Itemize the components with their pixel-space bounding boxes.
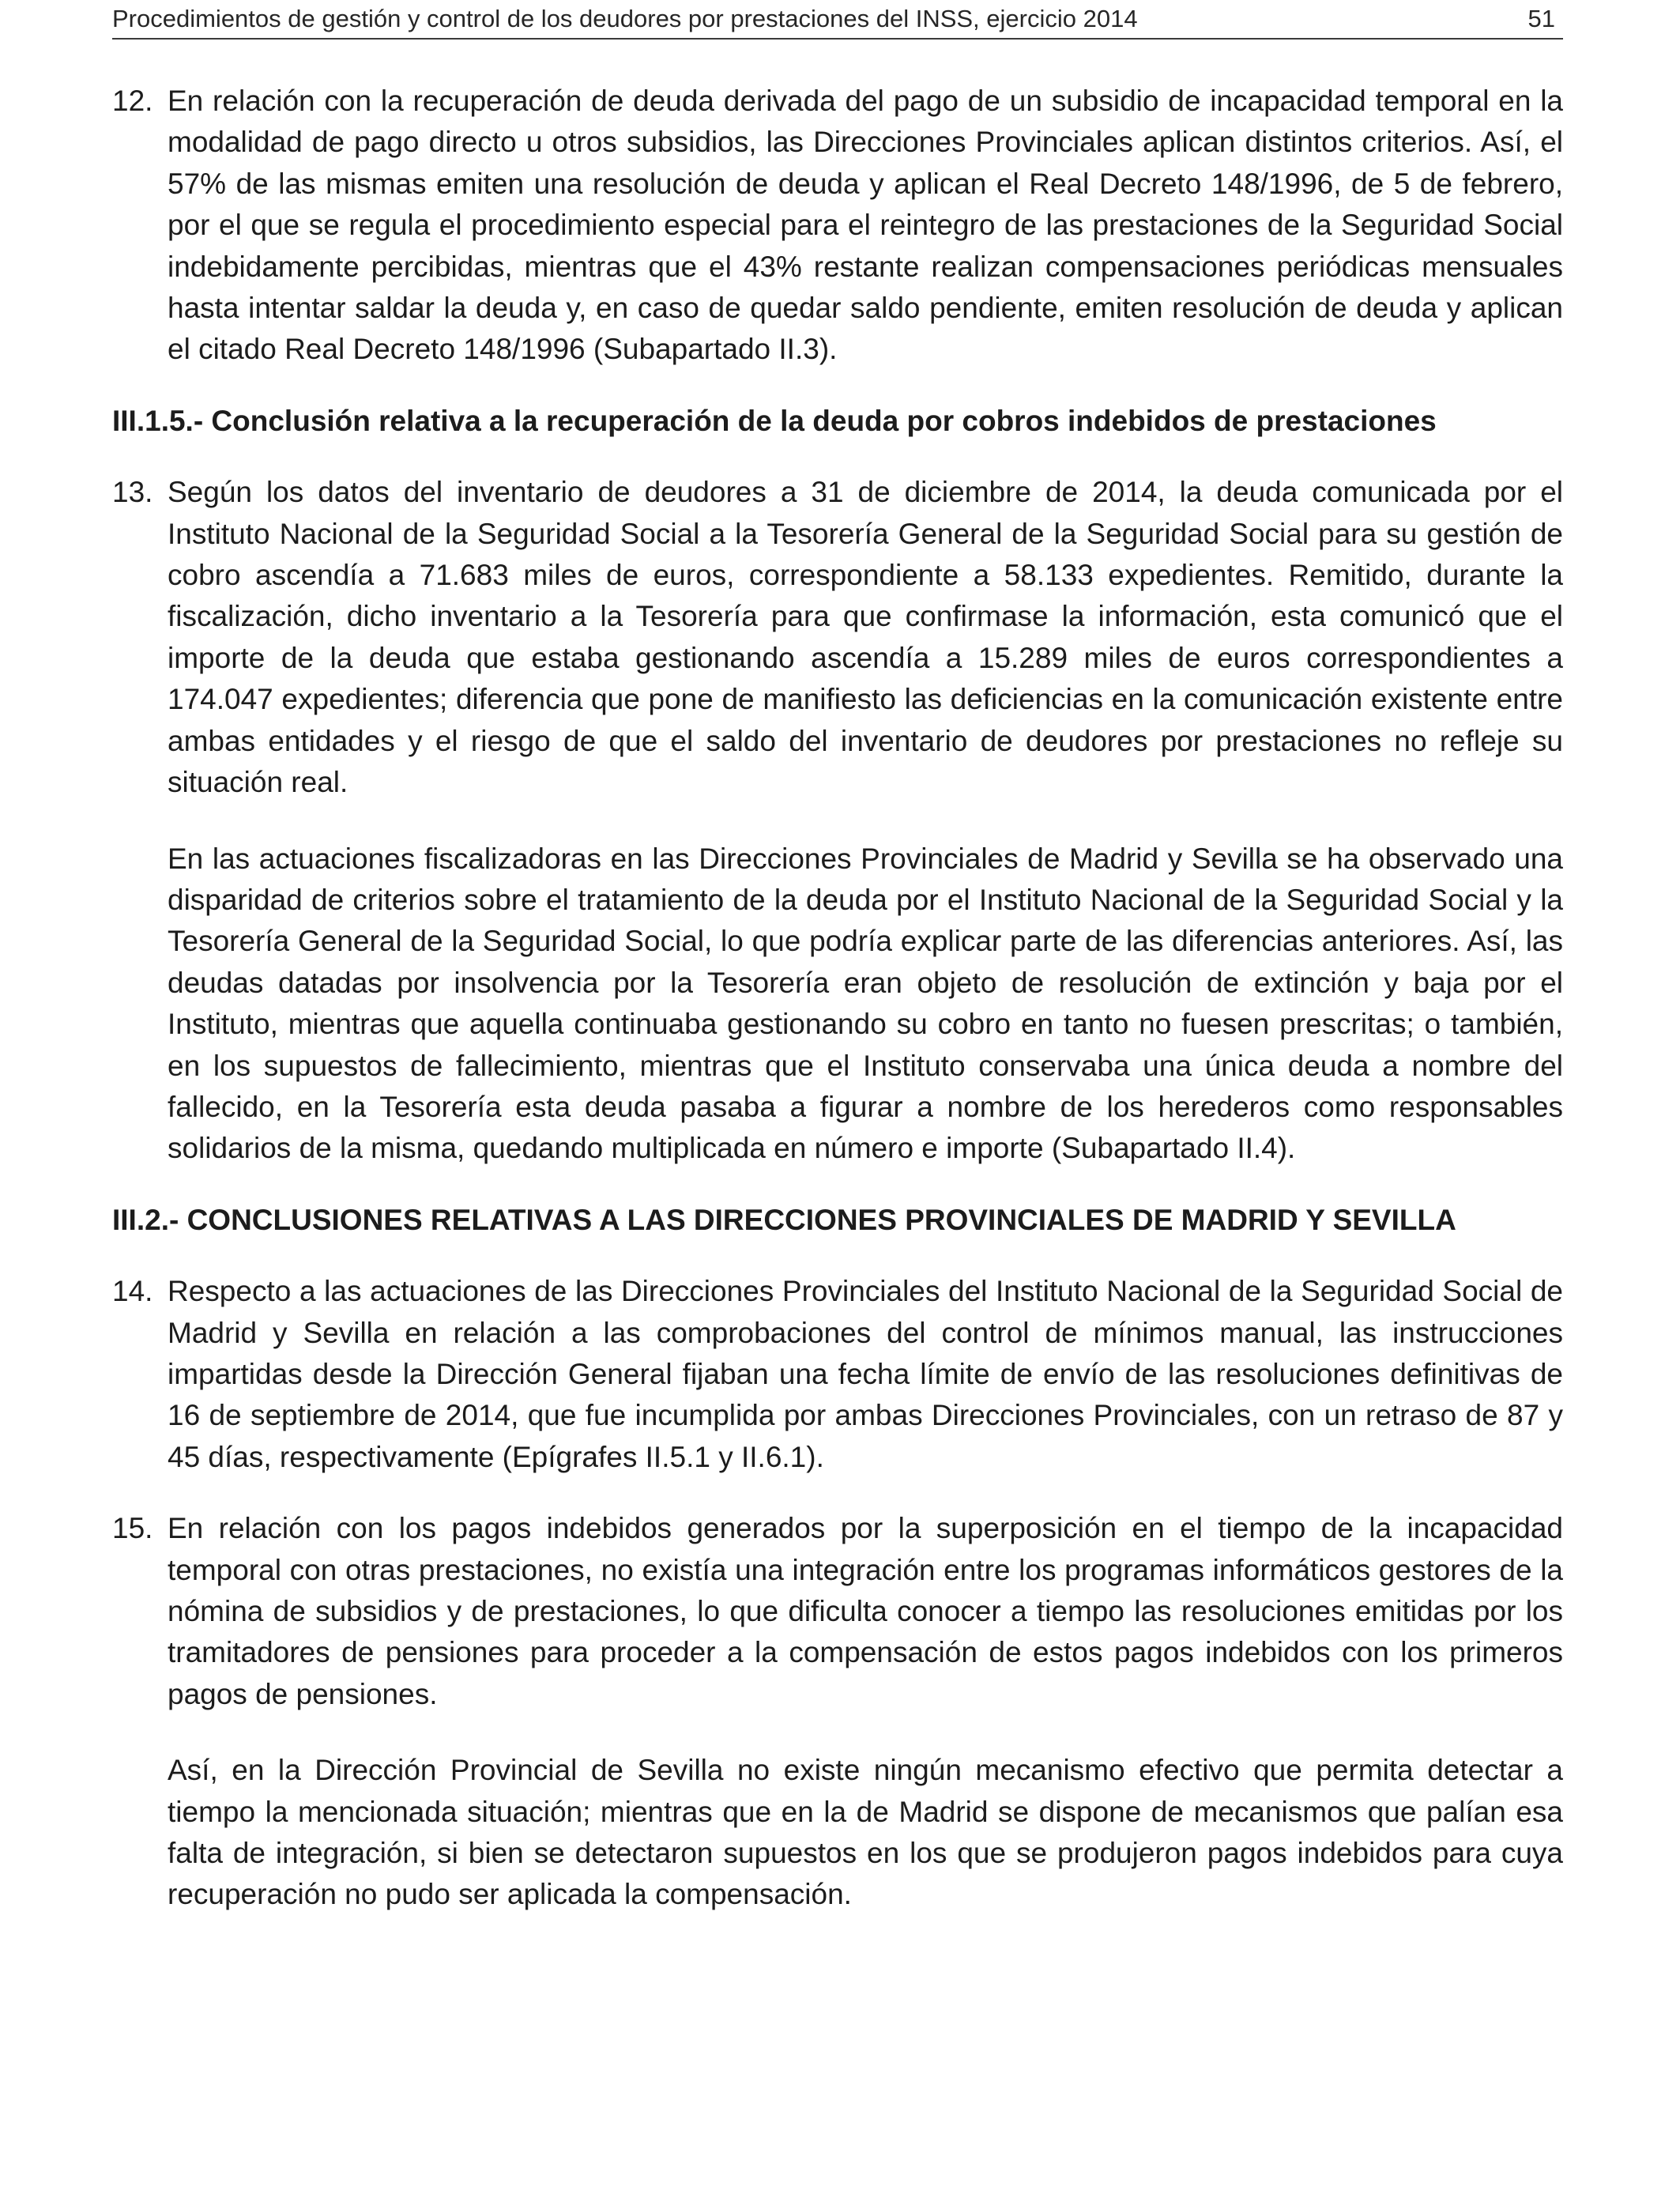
paragraph-number: 12. <box>112 85 153 117</box>
paragraph-number: 14. <box>112 1275 153 1308</box>
continuation-paragraph-15: Así, en la Dirección Provincial de Sevilla no existe ningún mecanismo efectivo que permita detectar a tiempo la mencionada situación; mientras que en la de Madrid se dispone de mecanismos que palían esa falta de integración, si bien se detectaron supuestos en los que se produjeron pagos indebidos para cuya recuperación no pudo ser aplicada la compensación. <box>168 1754 1563 1911</box>
running-header <box>112 3 1563 40</box>
paragraph-text: En relación con la recuperación de deuda derivada del pago de un subsidio de incapacidad temporal en la modalidad de pago directo u otros subsidios, las Direcciones Provinciales aplican distintos criterios. Así, el 57% de las mismas emiten una resolución de deuda y aplican el Real Decreto 148/1996, de 5 de febrero, por el que se regula el procedimiento especial para el reintegro de las prestaciones de la Seguridad Social indebidamente percibidas, mientras que el 43% restante realizan compensaciones periódicas mensuales hasta intentar saldar la deuda y, en caso de quedar saldo pendiente, emiten resolución de deuda y aplican el citado Real Decreto 148/1996 (Subapartado II.3). <box>168 85 1563 366</box>
continuation-paragraph-13: En las actuaciones fiscalizadoras en las Direcciones Provinciales de Madrid y Sevilla se ha observado una disparidad de criterios sobre el tratamiento de la deuda por el Instituto Nacional de la Seguridad Social y la Tesorería General de la Seguridad Social, lo que podría explicar parte de las diferencias anteriores. Así, las deudas datadas por insolvencia por la Tesorería eran objeto de resolución de extinción y baja por el Instituto, mientras que aquella continuaba gestionando su cobro en tanto no fuesen prescritas; o también, en los supuestos de fallecimiento, mientras que el Instituto conservaba una única deuda a nombre del fallecido, en la Tesorería esta deuda pasaba a figurar a nombre de los herederos como responsables solidarios de la misma, quedando multiplicada en número e importe (Subapartado II.4). <box>168 842 1563 1165</box>
paragraph-text: En relación con los pagos indebidos generados por la superposición en el tiempo de la incapacidad temporal con otras prestaciones, no existía una integración entre los programas informáticos gestores de la nómina de subsidios y de prestaciones, lo que dificulta conocer a tiempo las resoluciones emitidas por los tramitadores de pensiones para proceder a la compensación de estos pagos indebidos con los primeros pagos de pensiones. <box>168 1512 1563 1710</box>
paragraph-number: 15. <box>112 1512 153 1545</box>
section-heading-iii-2: III.2.- CONCLUSIONES RELATIVAS A LAS DIRECCIONES PROVINCIALES DE MADRID Y SEVILLA <box>112 1203 1456 1236</box>
paragraph-text: Respecto a las actuaciones de las Direcciones Provinciales del Instituto Nacional de la Seguridad Social de Madrid y Sevilla en relación a las comprobaciones del control de mínimos manual, las instrucciones impartidas desde la Dirección General fijaban una fecha límite de envío de las resoluciones definitivas de 16 de septiembre de 2014, que fue incumplida por ambas Direcciones Provinciales, con un retraso de 87 y 45 días, respectivamente (Epígrafes II.5.1 y II.6.1). <box>168 1275 1563 1473</box>
numbered-paragraph-13 <box>112 472 1563 803</box>
document-body <box>112 81 1563 1916</box>
paragraph-text: Según los datos del inventario de deudores a 31 de diciembre de 2014, la deuda comunicada por el Instituto Nacional de la Seguridad Social a la Tesorería General de la Seguridad Social para su gestión de cobro ascendía a 71.683 miles de euros, correspondiente a 58.133 expedientes. Remitido, durante la fiscalización, dicho inventario a la Tesorería para que confirmase la información, esta comunicó que el importe de la deuda que estaba gestionando ascendía a 15.289 miles de euros correspondientes a 174.047 expedientes; diferencia que pone de manifiesto las deficiencias en la comunicación existente entre ambas entidades y el riesgo de que el saldo del inventario de deudores por prestaciones no refleje su situación real. <box>168 476 1563 799</box>
header-title: Procedimientos de gestión y control de los deudores por prestaciones del INSS, ejercicio 2014 <box>112 5 1138 32</box>
numbered-paragraph-15 <box>112 1508 1563 1715</box>
numbered-paragraph-14 <box>112 1271 1563 1478</box>
section-heading-iii-1-5: III.1.5.- Conclusión relativa a la recuperación de la deuda por cobros indebidos de prestaciones <box>112 404 1437 437</box>
numbered-paragraph-12 <box>112 81 1563 371</box>
paragraph-number: 13. <box>112 476 153 509</box>
page-number: 51 <box>1527 5 1555 32</box>
